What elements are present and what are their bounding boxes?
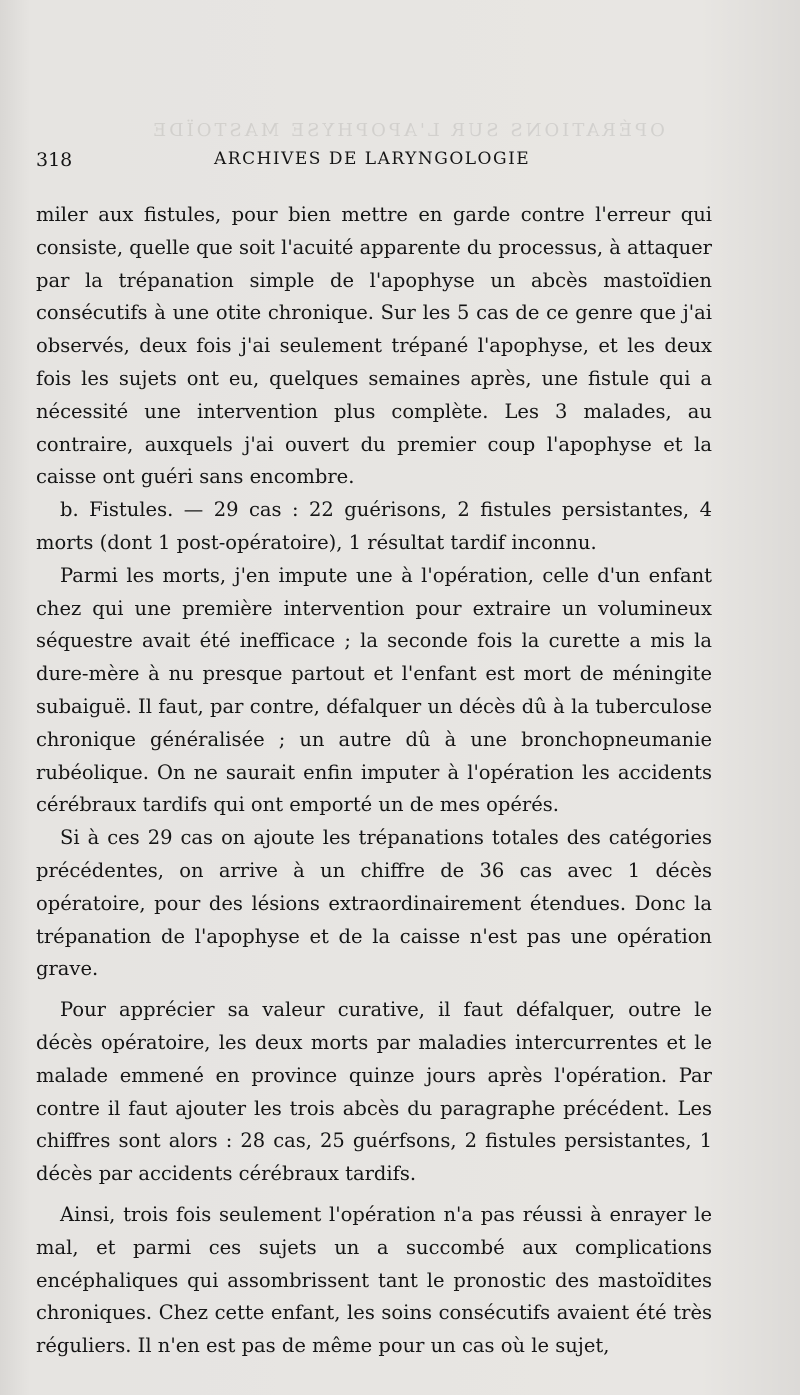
paragraph: Pour apprécier sa valeur curative, il faut défalquer, outre le décès opératoire, les deux morts par maladies intercurrentes et le malade emmené en province quinze jours après l'opération. Par contre il faut ajouter les trois abcès du paragraphe précédent. Les chiffres sont alors : 28 cas, 25 guérfsons, 2 fistules persistantes, 1 décès par accidents cérébraux tardifs. <box>36 998 712 1186</box>
paragraph: miler aux fistules, pour bien mettre en garde contre l'erreur qui consiste, quelle que soit l'acuité apparente du processus, à attaquer par la trépanation simple de l'apophyse un abcès mastoïdien consécutifs à une otite chronique. Sur les 5 cas de ce genre que j'ai observés, deux fois j'ai seulement trépané l'apophyse, et les deux fois les sujets ont eu, quelques semaines après, une fistule qui a nécessité une intervention plus complète. Les 3 malades, au contraire, auxquels j'ai ouvert du premier coup l'apophyse et la caisse ont guéri sans encombre. <box>36 203 712 489</box>
body-text <box>36 199 712 1363</box>
show-through-text: OPÉRATIONS SUR L'APOPHYSE MASTOÏDE <box>150 120 665 141</box>
paragraph: Si à ces 29 cas on ajoute les trépanations totales des catégories précédentes, on arrive à un chiffre de 36 cas avec 1 décès opératoire, pour des lésions extraordinairement étendues. Donc la trépanation de l'apophyse et de la caisse n'est pas une opération grave. <box>36 826 712 981</box>
paragraph: Ainsi, trois fois seulement l'opération n'a pas réussi à enrayer le mal, et parmi ces sujets un a succombé aux complications encéphaliques qui assombrissent tant le pronostic des mastoïdites chroniques. Chez cette enfant, les soins consécutifs avaient été très réguliers. Il n'en est pas de même pour un cas où le sujet, <box>36 1202 712 1358</box>
paragraph: Parmi les morts, j'en impute une à l'opération, celle d'un enfant chez qui une première intervention pour extraire un volumineux séquestre avait été inefficace ; la seconde fois la curette a mis la dure-mère à nu presque partout et l'enfant est mort de méningite subaiguë. Il faut, par contre, défalquer un décès dû à la tuberculose chronique généralisée ; un autre dû à une bronchopneumanie rubéolique. On ne saurait enfin imputer à l'opération les accidents cérébraux tardifs qui ont emporté un de mes opérés. <box>36 563 712 817</box>
paragraph: b. Fistules. — 29 cas : 22 guérisons, 2 fistules persistantes, 4 morts (dont 1 post-opératoire), 1 résultat tardif inconnu. <box>36 498 712 554</box>
running-header <box>36 149 740 175</box>
running-title: ARCHIVES DE LARYNGOLOGIE <box>214 149 531 169</box>
page-number: 318 <box>36 149 73 171</box>
